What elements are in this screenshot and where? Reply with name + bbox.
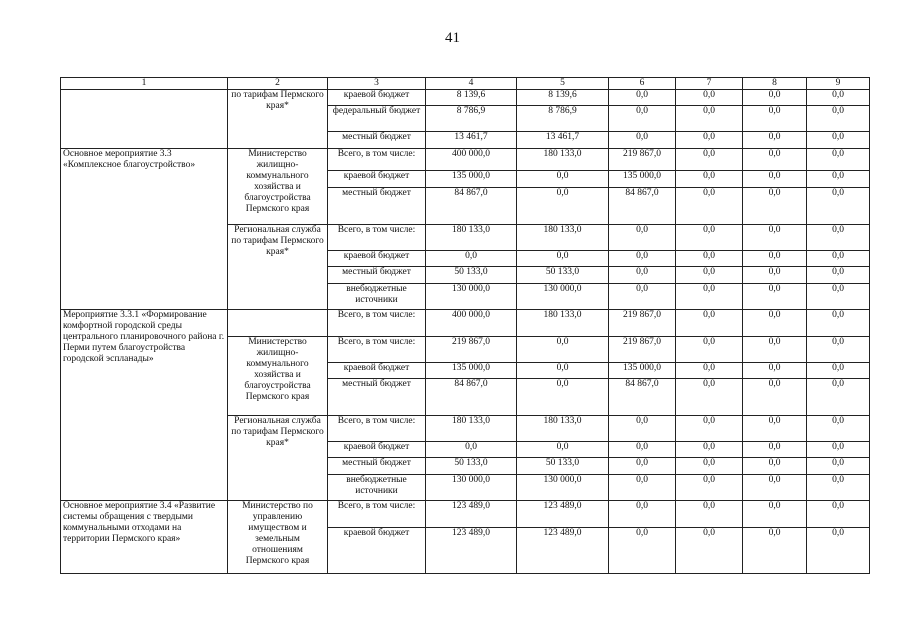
amount-cell: 0,0 — [609, 475, 676, 501]
table-row — [61, 501, 870, 528]
column-number: 1 — [61, 78, 228, 90]
amount-cell: 0,0 — [609, 267, 676, 284]
amount-cell: 0,0 — [517, 171, 609, 188]
amount-cell: 219 867,0 — [609, 337, 676, 363]
amount-cell: 0,0 — [807, 337, 870, 363]
page-number: 41 — [445, 30, 460, 46]
amount-cell: 0,0 — [743, 267, 807, 284]
executor-cell — [228, 310, 328, 337]
amount-cell: 0,0 — [743, 442, 807, 458]
amount-cell: 0,0 — [807, 90, 870, 106]
amount-cell: 0,0 — [609, 106, 676, 132]
amount-cell: 0,0 — [609, 132, 676, 149]
amount-cell: 0,0 — [743, 475, 807, 501]
amount-cell: 50 133,0 — [426, 267, 517, 284]
amount-cell: 0,0 — [807, 171, 870, 188]
table-row — [61, 149, 870, 171]
amount-cell: 0,0 — [807, 149, 870, 171]
amount-cell: 0,0 — [676, 149, 743, 171]
executor-cell: Министерство жилищно-коммунального хозяйства и благоустройства Пермского края — [228, 149, 328, 225]
amount-cell: 13 461,7 — [517, 132, 609, 149]
amount-cell: 0,0 — [743, 225, 807, 251]
amount-cell: 0,0 — [743, 310, 807, 337]
amount-cell: 0,0 — [609, 284, 676, 310]
amount-cell: 8 786,9 — [426, 106, 517, 132]
executor-cell: Региональная служба по тарифам Пермского края* — [228, 416, 328, 501]
amount-cell: 0,0 — [517, 379, 609, 416]
amount-cell: 0,0 — [743, 251, 807, 267]
amount-cell: 84 867,0 — [609, 188, 676, 225]
amount-cell: 50 133,0 — [517, 267, 609, 284]
amount-cell: 130 000,0 — [426, 284, 517, 310]
funding-source-cell: местный бюджет — [328, 379, 426, 416]
funding-source-cell: Всего, в том числе: — [328, 416, 426, 442]
amount-cell: 0,0 — [743, 90, 807, 106]
amount-cell: 0,0 — [743, 337, 807, 363]
amount-cell: 400 000,0 — [426, 149, 517, 171]
amount-cell: 0,0 — [807, 310, 870, 337]
amount-cell: 0,0 — [676, 267, 743, 284]
amount-cell: 0,0 — [676, 310, 743, 337]
amount-cell: 135 000,0 — [426, 363, 517, 379]
amount-cell: 219 867,0 — [609, 149, 676, 171]
amount-cell: 0,0 — [676, 458, 743, 475]
amount-cell: 0,0 — [743, 501, 807, 528]
funding-source-cell: краевой бюджет — [328, 171, 426, 188]
funding-source-cell: внебюджетные источники — [328, 475, 426, 501]
measure-name-cell: Мероприятие 3.3.1 «Формирование комфортной городской среды центрального планировочного района г. Перми путем благоустройства городской эспланады» — [61, 310, 228, 501]
amount-cell: 0,0 — [609, 501, 676, 528]
amount-cell: 0,0 — [676, 188, 743, 225]
amount-cell: 0,0 — [676, 171, 743, 188]
amount-cell: 8 139,6 — [517, 90, 609, 106]
amount-cell: 0,0 — [743, 458, 807, 475]
measure-name-cell: Основное мероприятие 3.4 «Развитие системы обращения с твердыми коммунальными отходами на территории Пермского края» — [61, 501, 228, 574]
amount-cell: 0,0 — [517, 251, 609, 267]
amount-cell: 0,0 — [676, 363, 743, 379]
funding-source-cell: федеральный бюджет — [328, 106, 426, 132]
amount-cell: 0,0 — [743, 149, 807, 171]
amount-cell: 0,0 — [609, 442, 676, 458]
executor-cell: по тарифам Пермского края* — [228, 90, 328, 149]
table-row — [61, 90, 870, 106]
amount-cell: 0,0 — [676, 284, 743, 310]
amount-cell: 0,0 — [743, 188, 807, 225]
amount-cell: 0,0 — [743, 284, 807, 310]
amount-cell: 123 489,0 — [426, 501, 517, 528]
executor-cell: Региональная служба по тарифам Пермского края* — [228, 225, 328, 310]
amount-cell: 0,0 — [807, 225, 870, 251]
amount-cell: 0,0 — [807, 501, 870, 528]
amount-cell: 0,0 — [807, 528, 870, 574]
amount-cell: 0,0 — [807, 132, 870, 149]
funding-source-cell: краевой бюджет — [328, 90, 426, 106]
amount-cell: 50 133,0 — [517, 458, 609, 475]
amount-cell: 0,0 — [609, 458, 676, 475]
funding-source-cell: местный бюджет — [328, 458, 426, 475]
amount-cell: 0,0 — [609, 416, 676, 442]
amount-cell: 0,0 — [517, 337, 609, 363]
amount-cell: 0,0 — [426, 442, 517, 458]
amount-cell: 135 000,0 — [609, 171, 676, 188]
amount-cell: 0,0 — [676, 475, 743, 501]
amount-cell: 180 133,0 — [517, 310, 609, 337]
amount-cell: 0,0 — [676, 416, 743, 442]
amount-cell: 123 489,0 — [426, 528, 517, 574]
amount-cell: 0,0 — [743, 379, 807, 416]
amount-cell: 0,0 — [807, 379, 870, 416]
amount-cell: 0,0 — [517, 188, 609, 225]
amount-cell: 0,0 — [807, 363, 870, 379]
amount-cell: 84 867,0 — [426, 379, 517, 416]
amount-cell: 0,0 — [743, 528, 807, 574]
column-number: 4 — [426, 78, 517, 90]
amount-cell: 0,0 — [743, 106, 807, 132]
amount-cell: 0,0 — [676, 106, 743, 132]
amount-cell: 180 133,0 — [426, 416, 517, 442]
budget-table — [60, 77, 870, 574]
amount-cell: 8 786,9 — [517, 106, 609, 132]
amount-cell: 180 133,0 — [426, 225, 517, 251]
amount-cell: 0,0 — [807, 267, 870, 284]
amount-cell: 130 000,0 — [426, 475, 517, 501]
amount-cell: 0,0 — [609, 225, 676, 251]
amount-cell: 123 489,0 — [517, 528, 609, 574]
funding-source-cell: краевой бюджет — [328, 363, 426, 379]
funding-source-cell: Всего, в том числе: — [328, 501, 426, 528]
column-number: 5 — [517, 78, 609, 90]
column-number: 7 — [676, 78, 743, 90]
amount-cell: 0,0 — [676, 501, 743, 528]
amount-cell: 0,0 — [426, 251, 517, 267]
amount-cell: 0,0 — [517, 363, 609, 379]
amount-cell: 219 867,0 — [426, 337, 517, 363]
table-row — [61, 310, 870, 337]
amount-cell: 0,0 — [807, 442, 870, 458]
amount-cell: 0,0 — [676, 337, 743, 363]
executor-cell: Министерство жилищно-коммунального хозяйства и благоустройства Пермского края — [228, 337, 328, 416]
amount-cell: 0,0 — [609, 528, 676, 574]
executor-cell: Министерство по управлению имуществом и земельным отношениям Пермского края — [228, 501, 328, 574]
amount-cell: 130 000,0 — [517, 475, 609, 501]
amount-cell: 0,0 — [609, 251, 676, 267]
funding-source-cell: местный бюджет — [328, 132, 426, 149]
amount-cell: 0,0 — [676, 251, 743, 267]
table-body — [61, 78, 870, 574]
amount-cell: 400 000,0 — [426, 310, 517, 337]
amount-cell: 130 000,0 — [517, 284, 609, 310]
amount-cell: 0,0 — [676, 379, 743, 416]
funding-source-cell: краевой бюджет — [328, 528, 426, 574]
column-number: 9 — [807, 78, 870, 90]
amount-cell: 13 461,7 — [426, 132, 517, 149]
amount-cell: 180 133,0 — [517, 225, 609, 251]
column-number: 8 — [743, 78, 807, 90]
amount-cell: 135 000,0 — [426, 171, 517, 188]
column-number: 3 — [328, 78, 426, 90]
amount-cell: 135 000,0 — [609, 363, 676, 379]
funding-source-cell: Всего, в том числе: — [328, 225, 426, 251]
column-number-row — [61, 78, 870, 90]
amount-cell: 0,0 — [807, 188, 870, 225]
amount-cell: 0,0 — [676, 132, 743, 149]
amount-cell: 0,0 — [807, 106, 870, 132]
amount-cell: 0,0 — [676, 442, 743, 458]
funding-source-cell: краевой бюджет — [328, 442, 426, 458]
funding-source-cell: Всего, в том числе: — [328, 310, 426, 337]
measure-name-cell: Основное мероприятие 3.3 «Комплексное благоустройство» — [61, 149, 228, 310]
amount-cell: 123 489,0 — [517, 501, 609, 528]
amount-cell: 0,0 — [743, 363, 807, 379]
amount-cell: 0,0 — [676, 225, 743, 251]
amount-cell: 0,0 — [807, 458, 870, 475]
amount-cell: 8 139,6 — [426, 90, 517, 106]
funding-source-cell: Всего, в том числе: — [328, 337, 426, 363]
funding-source-cell: краевой бюджет — [328, 251, 426, 267]
amount-cell: 0,0 — [517, 442, 609, 458]
amount-cell: 50 133,0 — [426, 458, 517, 475]
funding-source-cell: местный бюджет — [328, 188, 426, 225]
amount-cell: 0,0 — [743, 132, 807, 149]
amount-cell: 0,0 — [807, 284, 870, 310]
amount-cell: 84 867,0 — [609, 379, 676, 416]
amount-cell: 0,0 — [676, 528, 743, 574]
column-number: 6 — [609, 78, 676, 90]
measure-name-cell — [61, 90, 228, 149]
amount-cell: 219 867,0 — [609, 310, 676, 337]
amount-cell: 0,0 — [743, 171, 807, 188]
amount-cell: 0,0 — [807, 416, 870, 442]
column-number: 2 — [228, 78, 328, 90]
funding-source-cell: Всего, в том числе: — [328, 149, 426, 171]
funding-source-cell: внебюджетные источники — [328, 284, 426, 310]
amount-cell: 0,0 — [676, 90, 743, 106]
amount-cell: 0,0 — [807, 251, 870, 267]
amount-cell: 84 867,0 — [426, 188, 517, 225]
amount-cell: 0,0 — [743, 416, 807, 442]
amount-cell: 0,0 — [609, 90, 676, 106]
amount-cell: 180 133,0 — [517, 416, 609, 442]
funding-source-cell: местный бюджет — [328, 267, 426, 284]
amount-cell: 0,0 — [807, 475, 870, 501]
amount-cell: 180 133,0 — [517, 149, 609, 171]
